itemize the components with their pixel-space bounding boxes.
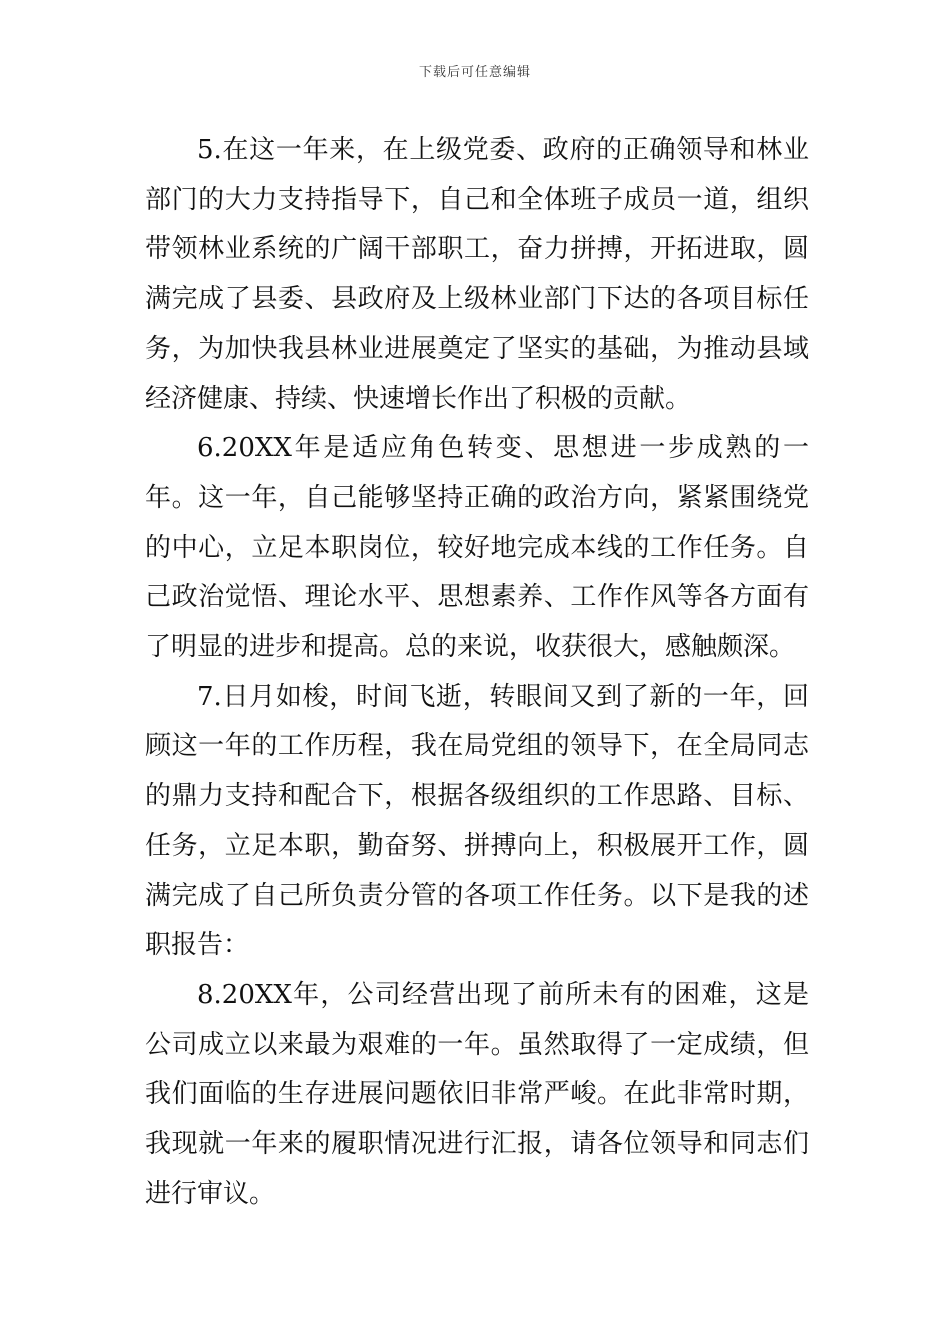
paragraph-6: 6.20XX年是适应角色转变、思想进一步成熟的一年。这一年，自己能够坚持正确的政治方向，紧紧围绕党的中心，立足本职岗位，较好地完成本线的工作任务。自己政治觉悟、理论水平、思想素养、工作作风等各方面有了明显的进步和提高。总的来说，收获很大，感触颇深。 xyxy=(145,433,809,663)
paragraph-7: 7.日月如梭，时间飞逝，转眼间又到了新的一年，回顾这一年的工作历程，我在局党组的领导下，在全局同志的鼎力支持和配合下，根据各级组织的工作思路、目标、任务，立足本职，勤奋努、拼搏向上，积极展开工作，圆满完成了自己所负责分管的各项工作任务。以下是我的述职报告： xyxy=(145,681,809,961)
document-body xyxy=(145,126,809,1219)
paragraph-5: 5.在这一年来，在上级党委、政府的正确领导和林业部门的大力支持指导下，自己和全体班子成员一道，组织带领林业系统的广阔干部职工，奋力拼搏，开拓进取，圆满完成了县委、县政府及上级林业部门下达的各项目标任务，为加快我县林业进展奠定了坚实的基础，为推动县域经济健康、持续、快速增长作出了积极的贡献。 xyxy=(145,135,809,414)
paragraph-8: 8.20XX年，公司经营出现了前所未有的困难，这是公司成立以来最为艰难的一年。虽然取得了一定成绩，但我们面临的生存进展问题依旧非常严峻。在此非常时期，我现就一年来的履职情况进行汇报，请各位领导和同志们进行审议。 xyxy=(145,979,809,1209)
page-header: 下载后可任意编辑 xyxy=(418,65,531,80)
